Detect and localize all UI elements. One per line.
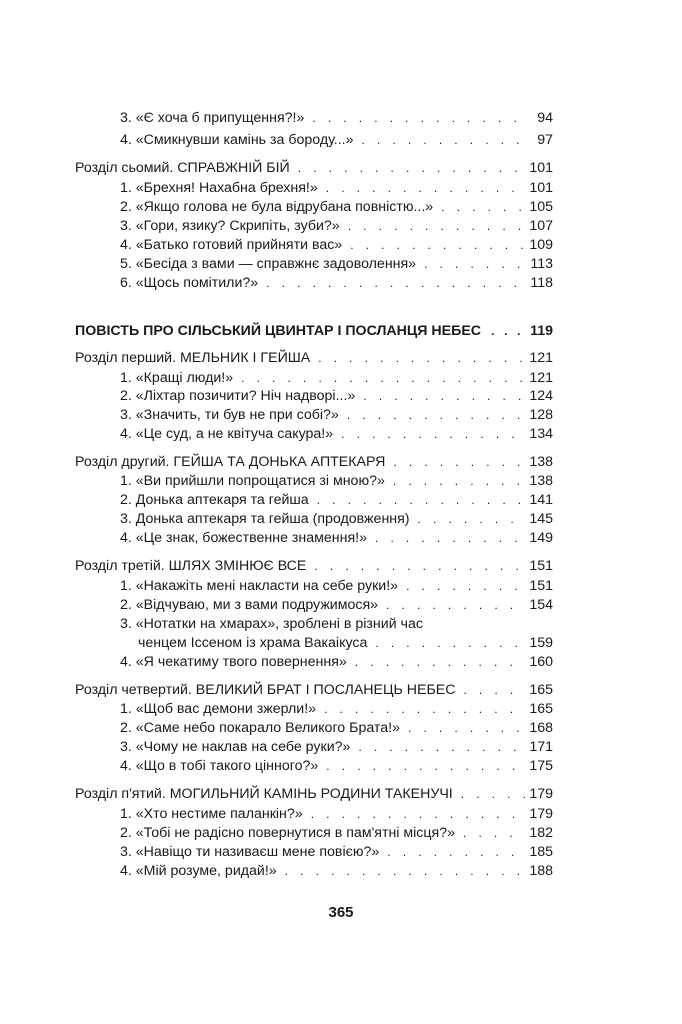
toc-entry-title: 3. «Є хоча б припущення?!» [120,110,305,126]
toc-entry-title: 1. «Накажіть мені накласти на себе руки!» [120,578,399,594]
toc-entry-title: 2. Донька аптекаря та гейша [120,492,309,508]
toc-chapter-entry [75,158,553,178]
dot-leader [355,652,525,672]
dot-leader [463,680,525,700]
toc-entry-title: 6. «Щось помітили?» [120,275,259,291]
toc-entry-title: 4. «Мій розуме, ридай!» [120,863,277,879]
dot-leader [314,556,525,576]
toc-chapter-entry [75,348,553,368]
toc-entry-page: 165 [529,682,553,698]
dot-leader [418,509,525,529]
dot-leader [406,576,525,596]
toc-entry [120,108,553,128]
toc-entry-title: Розділ четвертий. ВЕЛИКИЙ БРАТ І ПОСЛАНЕЦЬ НЕБЕС [75,682,456,698]
toc-entry [120,823,553,843]
toc-entry [120,235,553,255]
toc-entry-page: 179 [529,786,553,802]
toc-entry [120,509,553,529]
toc-entry-page: 160 [529,654,553,670]
toc-entry [120,652,553,672]
toc-part-entry [75,321,553,341]
toc-entry [120,197,553,217]
dot-leader [350,235,525,255]
toc-entry-title: 2. «Якщо голова не була відрубана повністю...» [120,199,434,215]
toc-entry-title: 2. «Ліхтар позичити? Ніч надворі...» [120,388,356,404]
toc-entry-page: 124 [529,388,553,404]
toc-entry-title: 4. «Це суд, а не квітуча сакура!» [120,426,334,442]
toc-entry-title: ченцем Іссеном із храма Вакаікуса [138,635,368,651]
toc-entry-page: 138 [529,473,553,489]
toc-entry [120,595,553,615]
toc-entry [120,178,553,198]
toc-entry-page: 151 [529,578,553,594]
toc-entry [120,842,553,862]
dot-leader [386,595,525,615]
toc-entry-page: 101 [529,160,553,176]
toc-entry-title: 3. «Значить, ти був не при собі?» [120,407,339,423]
page-number: 365 [328,904,354,921]
dot-leader [361,130,525,150]
dot-leader [424,254,525,274]
toc-entry-title: 1. «Ви прийшли попрощатися зі мною?» [120,473,385,489]
dot-leader [441,197,525,217]
toc-chapter-entry [75,680,553,700]
toc-entry-first-line [120,614,553,634]
toc-entry [120,528,553,548]
toc-entry-page: 128 [529,407,553,423]
dot-leader [317,490,525,510]
dot-leader [266,273,525,293]
toc-entry-title: 3. «Чому не наклав на себе руки?» [120,739,351,755]
toc-entry-title: 4. «Це знак, божественне знамення!» [120,530,367,546]
toc-entry-title: 1. «Хто нестиме паланкін?» [120,806,303,822]
toc-entry-title: 5. «Бесіда з вами — справжнє задоволення» [120,256,417,272]
toc-entry-page: 185 [529,844,553,860]
toc-entry-title: 1. «Кращі люди!» [120,370,234,386]
toc-entry-page: 188 [529,863,553,879]
dot-leader [375,633,525,653]
dot-leader [326,178,525,198]
toc-entry [120,861,553,881]
toc-chapter-entry [75,556,553,576]
toc-entry-page: 101 [529,180,553,196]
dot-leader [326,756,525,776]
toc-entry-page: 145 [529,511,553,527]
toc-entry-page: 121 [529,370,553,386]
toc-entry-page: 121 [529,350,553,366]
dot-leader [311,804,525,824]
dot-leader [463,823,525,843]
toc-entry-page: 168 [529,720,553,736]
dot-leader [324,699,525,719]
toc-entry-page: 175 [529,758,553,774]
toc-entry [120,471,553,491]
toc-entry-page: 159 [529,635,553,651]
toc-entry-page: 149 [529,530,553,546]
toc-entry-title: Розділ п'ятий. МОГИЛЬНИЙ КАМІНЬ РОДИНИ ТАКЕНУЧІ [75,786,453,802]
toc-entry [120,490,553,510]
toc-entry-title: 1. «Брехня! Нахабна брехня!» [120,180,318,196]
toc-entry-title: 3. Донька аптекаря та гейша (продовження) [120,511,410,527]
dot-leader [341,424,525,444]
dot-leader [348,216,525,236]
toc-entry [120,756,553,776]
dot-leader [285,861,525,881]
toc-entry-page: 179 [529,806,553,822]
toc-entry-page: 113 [530,256,553,272]
toc-entry-title: 2. «Відчуваю, ми з вами подружимося» [120,597,379,613]
toc-entry [120,254,553,274]
toc-entry [120,804,553,824]
toc-entry-title: 2. «Тобі не радісно повернутися в пам'ятні місця?» [120,825,455,841]
toc-entry [120,368,553,388]
toc-entry-title: 3. «Нотатки на хмарах», зроблені в різний час [120,616,423,632]
dot-leader [387,842,525,862]
toc-entry-page: 97 [537,132,553,148]
toc-entry-page: 94 [537,110,553,126]
toc-entry-page: 138 [529,454,553,470]
toc-entry [120,216,553,236]
dot-leader [393,471,525,491]
toc-entry [120,273,553,293]
dot-leader [375,528,525,548]
toc-entry-page: 165 [529,701,553,717]
dot-leader [347,405,525,425]
toc-entry [120,424,553,444]
toc-entry-page: 109 [529,237,553,253]
toc-entry-title: 4. «Я чекатиму твого повернення» [120,654,347,670]
toc-entry-title: 4. «Батько готовий прийняти вас» [120,237,343,253]
toc-entry [120,737,553,757]
toc-entry [120,576,553,596]
dot-leader [318,348,525,368]
dot-leader [461,784,525,804]
toc-entry-page: 141 [529,492,553,508]
toc-entry-page: 182 [529,825,553,841]
toc-entry [120,130,553,150]
dot-leader [408,718,525,738]
toc-entry-title: 1. «Щоб вас демони зжерли!» [120,701,317,717]
dot-leader [298,158,525,178]
dot-leader [393,452,525,472]
toc-entry-title: 3. «Гори, язику? Скрипіть, зуби?» [120,218,340,234]
dot-leader [363,386,525,406]
dot-leader [241,368,525,388]
toc-entry-page: 134 [529,426,553,442]
toc-entry-title: 4. «Що в тобі такого цінного?» [120,758,319,774]
toc-entry-page: 151 [529,558,553,574]
toc-entry [120,718,553,738]
toc-entry-title: 2. «Саме небо покарало Великого Брата!» [120,720,400,736]
toc-entry [120,386,553,406]
toc-entry-title: Розділ сьомий. СПРАВЖНІЙ БІЙ [75,160,290,176]
toc-entry-title: 4. «Смикнувши камінь за бороду...» [120,132,354,148]
toc-entry-page: 105 [529,199,553,215]
toc-entry-page: 118 [530,275,553,291]
dot-leader [491,321,527,341]
toc-entry-continuation [138,633,553,653]
toc-entry-title: 3. «Навіщо ти називаєш мене повією?» [120,844,380,860]
toc-entry-title: Розділ перший. МЕЛЬНИК І ГЕЙША [75,350,311,366]
toc-entry [120,405,553,425]
dot-leader [358,737,525,757]
toc-entry-page: 154 [529,597,553,613]
toc-entry-page: 107 [529,218,553,234]
dot-leader [312,108,525,128]
toc-chapter-entry [75,784,553,804]
toc-entry-title: Розділ другий. ГЕЙША ТА ДОНЬКА АПТЕКАРЯ [75,454,386,470]
toc-chapter-entry [75,452,553,472]
toc-entry [120,699,553,719]
toc-entry-page: 119 [530,323,553,339]
toc-entry-page: 171 [529,739,553,755]
toc-entry-title: Розділ третій. ШЛЯХ ЗМІНЮЄ ВСЕ [75,558,307,574]
toc-entry-title: ПОВІСТЬ ПРО СІЛЬСЬКИЙ ЦВИНТАР І ПОСЛАНЦЯ НЕБЕС [75,323,482,339]
